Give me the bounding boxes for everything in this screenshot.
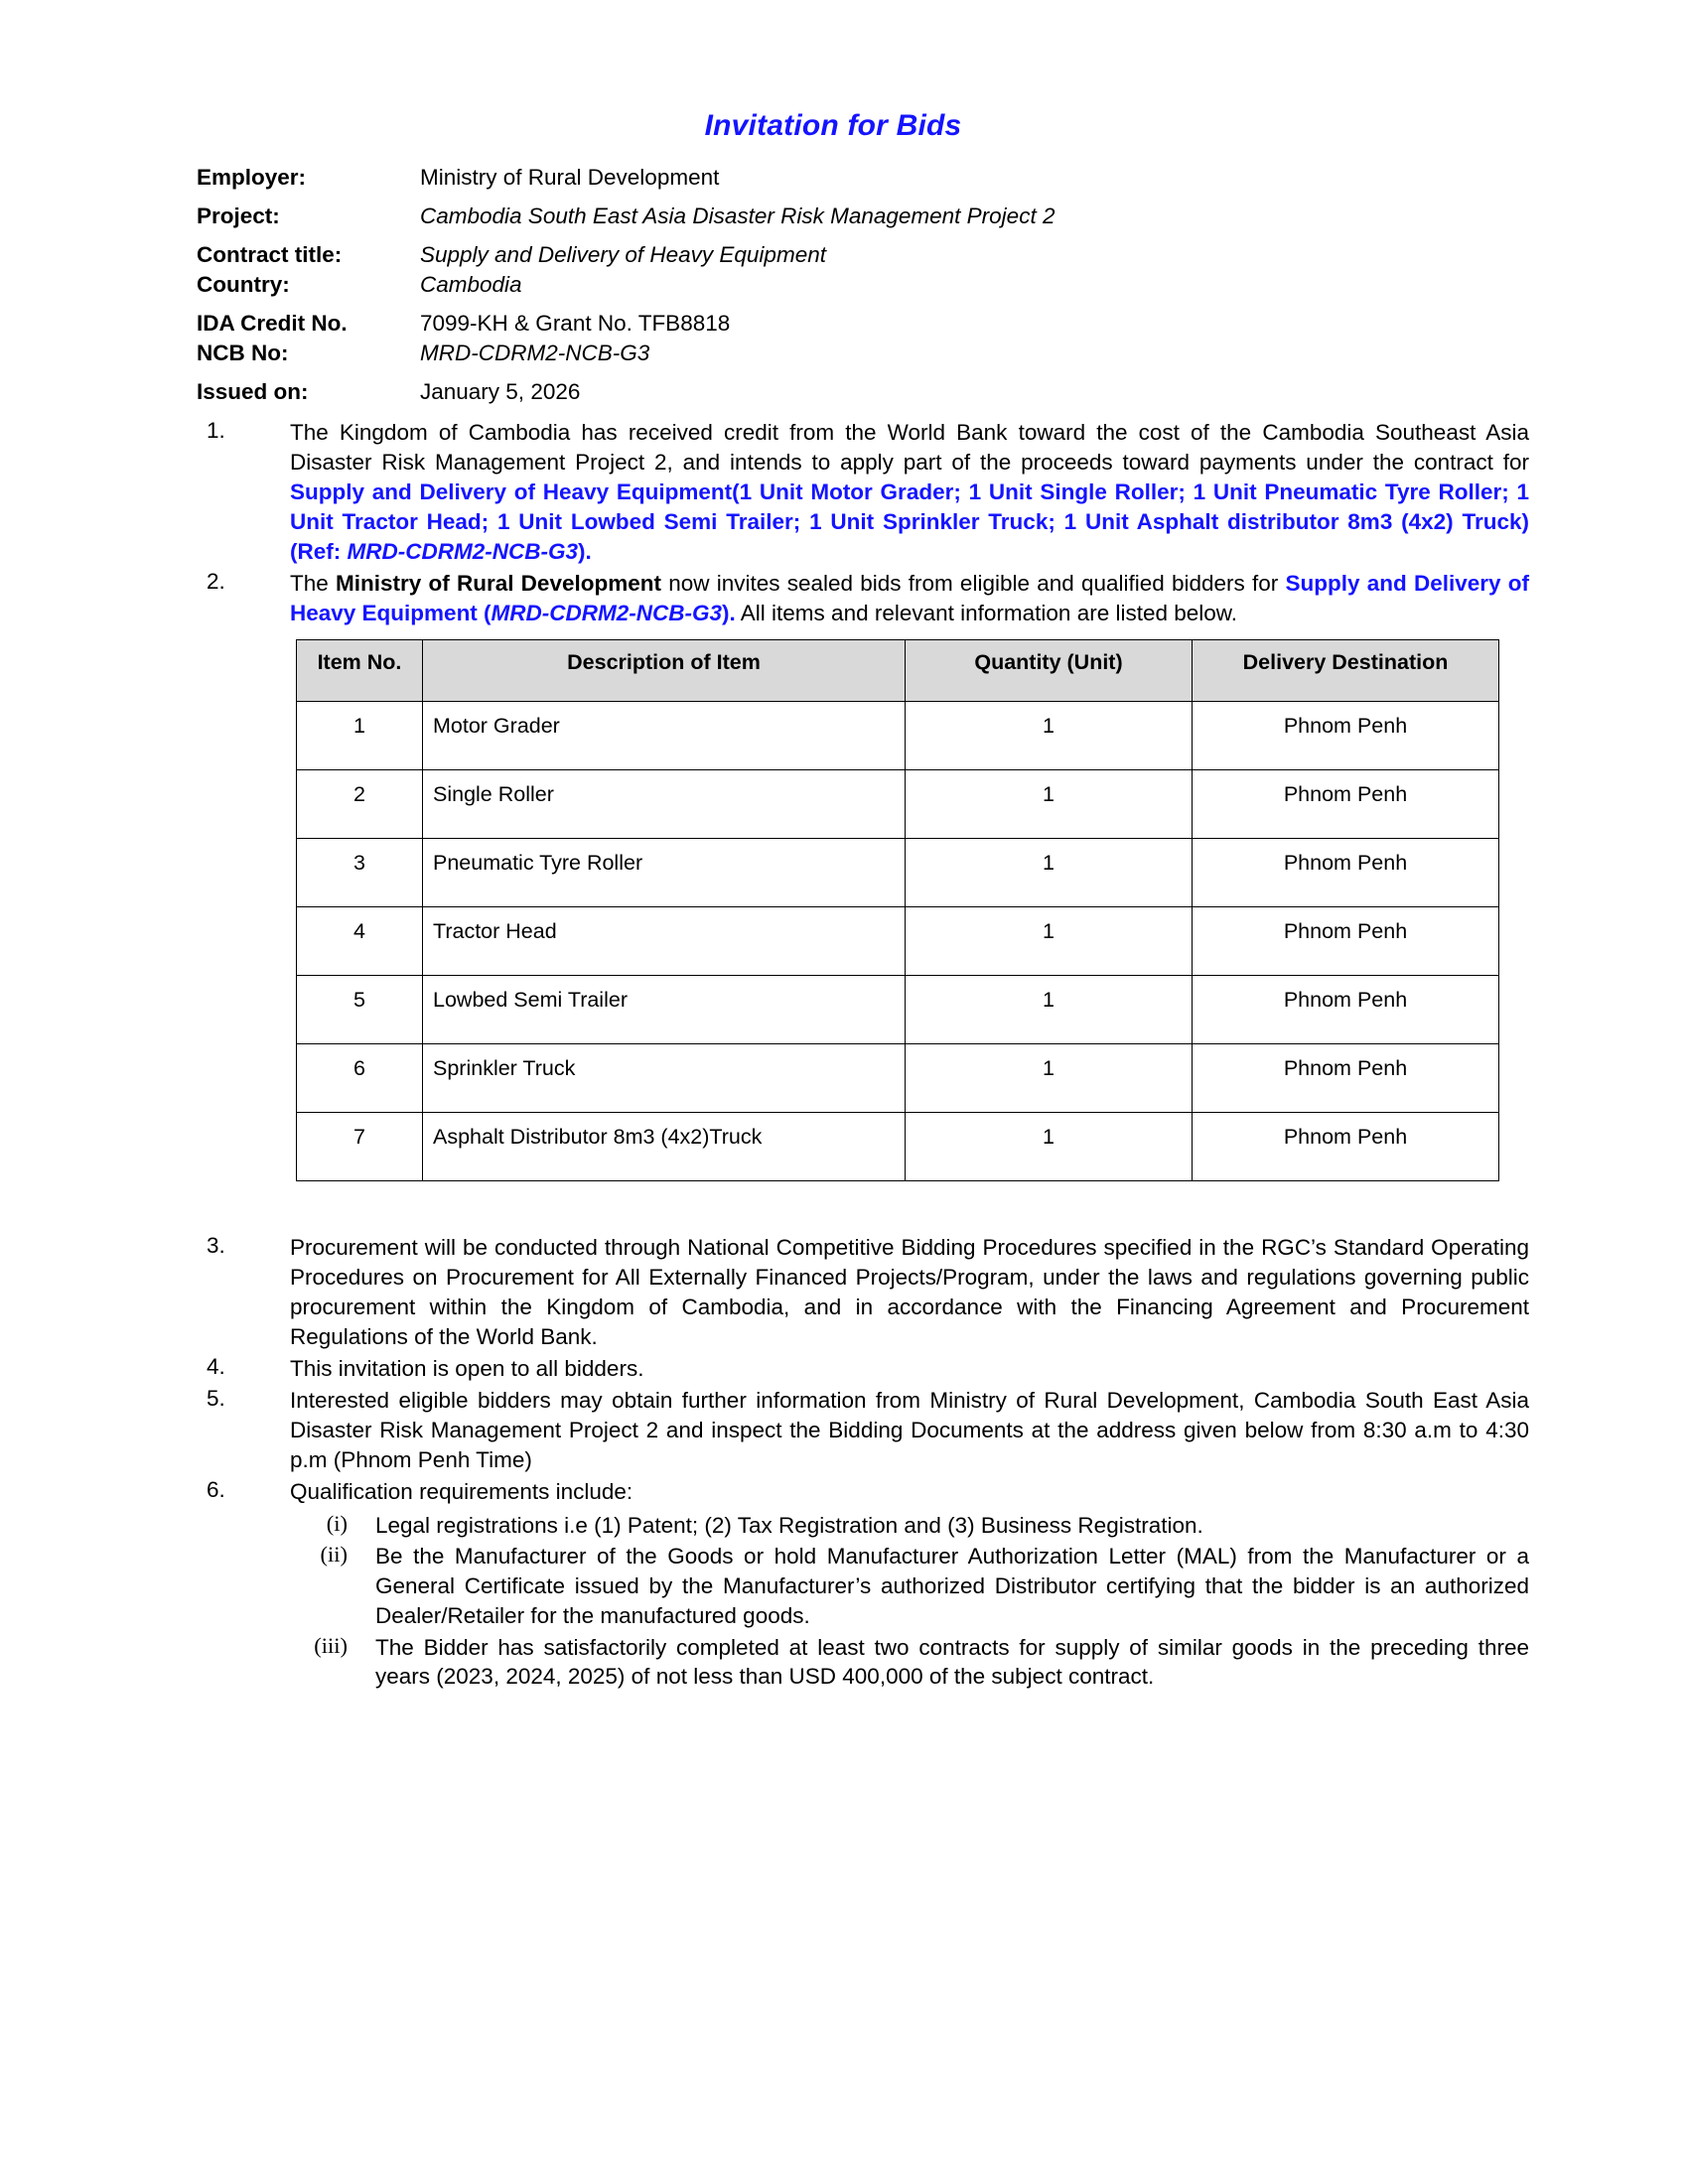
cell-quantity: 1	[906, 976, 1193, 1044]
clause-2-body	[290, 569, 1529, 628]
cell-quantity: 1	[906, 770, 1193, 839]
table-row	[297, 702, 1499, 770]
table-row	[297, 907, 1499, 976]
meta-row-issued-on	[197, 379, 1529, 405]
clause-2-ref: MRD-CDRM2-NCB-G3	[491, 600, 723, 625]
qualification-item-number: (iii)	[314, 1632, 348, 1658]
cell-item-no: 6	[297, 1044, 423, 1113]
cell-destination: Phnom Penh	[1193, 702, 1499, 770]
column-header-item-no: Item No.	[297, 640, 423, 702]
clause-1-number: 1.	[207, 418, 225, 443]
cell-description: Lowbed Semi Trailer	[423, 976, 906, 1044]
clause-1	[197, 418, 1529, 567]
cell-destination: Phnom Penh	[1193, 1044, 1499, 1113]
cell-destination: Phnom Penh	[1193, 770, 1499, 839]
meta-label-issued-on: Issued on:	[197, 379, 309, 404]
cell-destination: Phnom Penh	[1193, 907, 1499, 976]
meta-value-employer: Ministry of Rural Development	[420, 165, 720, 190]
meta-row-project	[197, 204, 1529, 229]
meta-value-ncb-no: MRD-CDRM2-NCB-G3	[420, 341, 650, 365]
meta-row-contract-title	[197, 242, 1529, 268]
table-bottom-spacer	[197, 1181, 1529, 1233]
cell-item-no: 3	[297, 839, 423, 907]
qualification-item-number: (i)	[326, 1510, 348, 1536]
cell-description: Tractor Head	[423, 907, 906, 976]
clause-2-employer: Ministry of Rural Development	[336, 570, 661, 596]
clause-4-number: 4.	[207, 1354, 225, 1380]
clause-2-mid: now invites sealed bids from eligible and qualified bidders for	[660, 570, 1286, 596]
cell-description: Pneumatic Tyre Roller	[423, 839, 906, 907]
table-row	[297, 976, 1499, 1044]
cell-quantity: 1	[906, 907, 1193, 976]
clause-6-number: 6.	[207, 1476, 225, 1502]
meta-label-country: Country:	[197, 272, 290, 297]
items-table	[296, 639, 1499, 1181]
clause-3	[197, 1233, 1529, 1352]
table-header-row	[297, 640, 1499, 702]
meta-row-employer	[197, 165, 1529, 191]
clause-2-lead: The	[290, 570, 336, 596]
clause-2-tail: All items and relevant information are listed below.	[735, 600, 1238, 625]
cell-quantity: 1	[906, 1044, 1193, 1113]
table-row	[297, 839, 1499, 907]
cell-item-no: 5	[297, 976, 423, 1044]
clause-1-body	[290, 418, 1529, 567]
cell-description: Motor Grader	[423, 702, 906, 770]
cell-description: Single Roller	[423, 770, 906, 839]
qualification-sublist	[290, 1511, 1529, 1692]
clause-1-tail: ).	[577, 538, 592, 564]
clause-6-body: Qualification requirements include:	[290, 1478, 633, 1504]
qualification-item	[290, 1542, 1529, 1630]
clause-2-ref-tail: ).	[722, 600, 736, 625]
cell-item-no: 1	[297, 702, 423, 770]
qualification-item-number: (ii)	[320, 1542, 348, 1568]
table-row	[297, 770, 1499, 839]
metadata-block	[197, 165, 1529, 405]
clause-5	[197, 1386, 1529, 1475]
page-title: Invitation for Bids	[704, 109, 962, 142]
table-row	[297, 1044, 1499, 1113]
meta-value-country: Cambodia	[420, 272, 522, 297]
cell-destination: Phnom Penh	[1193, 1113, 1499, 1181]
meta-value-issued-on: January 5, 2026	[420, 379, 581, 404]
cell-quantity: 1	[906, 702, 1193, 770]
clause-2-highlight: Supply and Delivery of Heavy Equipment (	[290, 570, 1529, 625]
clause-4	[197, 1354, 1529, 1384]
meta-value-contract-title: Supply and Delivery of Heavy Equipment	[420, 242, 826, 267]
qualification-item	[290, 1511, 1529, 1541]
clause-2	[197, 569, 1529, 628]
column-header-description: Description of Item	[423, 640, 906, 702]
meta-row-country	[197, 272, 1529, 298]
qualification-sublist-wrapper	[290, 1511, 1529, 1692]
cell-item-no: 2	[297, 770, 423, 839]
clause-5-number: 5.	[207, 1386, 225, 1412]
cell-quantity: 1	[906, 839, 1193, 907]
clause-1-lead: The Kingdom of Cambodia has received credit from the World Bank toward the cost of the Cambodia Southeast Asia Disaster Risk Management Project 2, and intends to apply part of the proceeds toward payments under the contract for	[290, 420, 1529, 475]
cell-item-no: 4	[297, 907, 423, 976]
qualification-item-text: Be the Manufacturer of the Goods or hold Manufacturer Authorization Letter (MAL) from the Manufacturer or a General Certificate issued by the Manufacturer’s authorized Distributor certifying that the bidder is an authorized Dealer/Retailer for the manufactured goods.	[375, 1544, 1529, 1628]
meta-label-ncb-no: NCB No:	[197, 341, 289, 365]
clause-3-body: Procurement will be conducted through National Competitive Bidding Procedures specified in the RGC’s Standard Operating Procedures on Procurement for All Externally Financed Projects/Program, under the laws and regulations governing public procurement within the Kingdom of Cambodia, and in accordance with the Financing Agreement and Procurement Regulations of the World Bank.	[290, 1235, 1529, 1350]
clause-6	[197, 1477, 1529, 1507]
table-row	[297, 1113, 1499, 1181]
qualification-item-text: The Bidder has satisfactorily completed at least two contracts for supply of similar goods in the preceding three years (2023, 2024, 2025) of not less than USD 400,000 of the subject contract.	[375, 1634, 1529, 1690]
meta-value-project: Cambodia South East Asia Disaster Risk Management Project 2	[420, 204, 1055, 228]
clause-4-body: This invitation is open to all bidders.	[290, 1356, 644, 1382]
clause-5-body: Interested eligible bidders may obtain further information from Ministry of Rural Development, Cambodia South East Asia Disaster Risk Management Project 2 and inspect the Bidding Documents at the address given below from 8:30 a.m to 4:30 p.m (Phnom Penh Time)	[290, 1388, 1529, 1472]
meta-label-project: Project:	[197, 204, 280, 228]
cell-description: Sprinkler Truck	[423, 1044, 906, 1113]
column-header-quantity: Quantity (Unit)	[906, 640, 1193, 702]
column-header-destination: Delivery Destination	[1193, 640, 1499, 702]
clause-3-number: 3.	[207, 1233, 225, 1259]
clause-1-highlight: Supply and Delivery of Heavy Equipment(1 Unit Motor Grader; 1 Unit Single Roller; 1 Unit Pneumatic Tyre Roller; 1 Unit Tractor Head; 1 Unit Lowbed Semi Trailer; 1 Unit Sprinkler Truck; 1 Unit Asphalt distributor 8m3 (4x2) Truck) (Ref:	[290, 478, 1529, 564]
cell-destination: Phnom Penh	[1193, 976, 1499, 1044]
clause-2-number: 2.	[207, 568, 225, 594]
clause-1-ref: MRD-CDRM2-NCB-G3	[347, 538, 578, 564]
qualification-item	[290, 1633, 1529, 1692]
meta-value-ida-credit: 7099-KH & Grant No. TFB8818	[420, 311, 731, 336]
meta-row-ncb-no	[197, 341, 1529, 366]
meta-label-contract-title: Contract title:	[197, 242, 343, 267]
cell-item-no: 7	[297, 1113, 423, 1181]
cell-description: Asphalt Distributor 8m3 (4x2)Truck	[423, 1113, 906, 1181]
cell-quantity: 1	[906, 1113, 1193, 1181]
meta-row-ida-credit	[197, 311, 1529, 337]
meta-label-employer: Employer:	[197, 165, 307, 190]
meta-label-ida-credit: IDA Credit No.	[197, 311, 348, 336]
qualification-item-text: Legal registrations i.e (1) Patent; (2) Tax Registration and (3) Business Registration.	[375, 1512, 1203, 1538]
cell-destination: Phnom Penh	[1193, 839, 1499, 907]
